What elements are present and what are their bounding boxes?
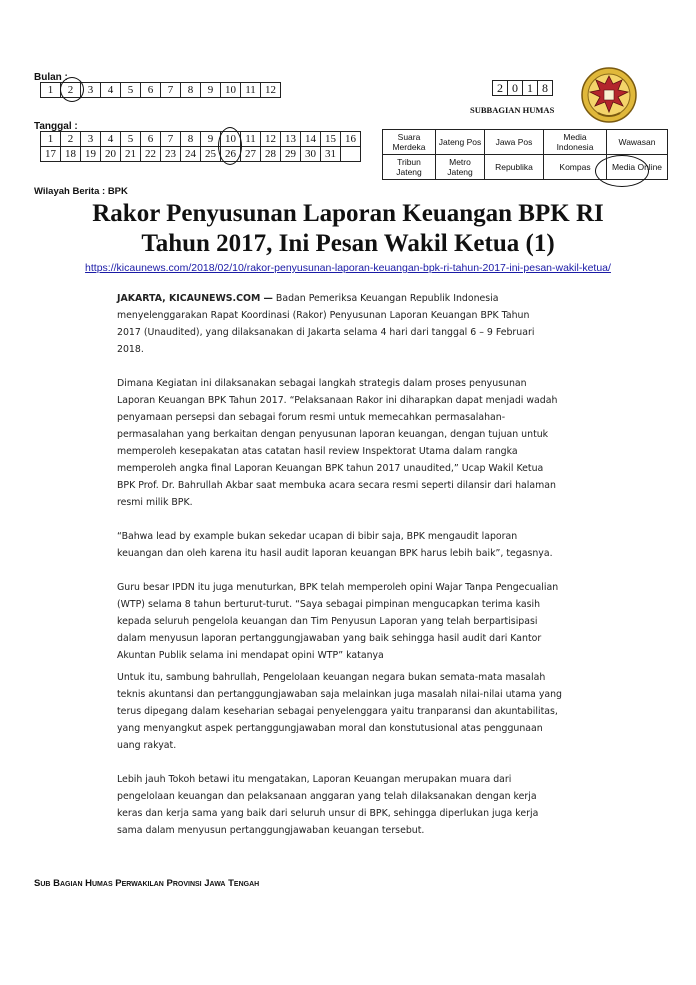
year-digit-cell: 1 [523,81,538,96]
text-line: BPK Prof. Dr. Bahrullah Akbar saat membuka acara secara resmi seperti dilansir dari halaman [117,480,556,491]
text-line: memperoleh kesepakatan atas catatan hasil review Inspektorat Utama dalam rangka [117,446,518,457]
text-line: dalam menyusun laporan pertanggungjawaban yang baik sehingga hasil audit dari Kantor [117,633,542,644]
article-title [0,199,696,259]
media-cell: Tribun Jateng [383,155,436,180]
tanggal-cell: 25 [201,147,221,162]
paragraph-5 [117,669,617,754]
year-digit-cell: 2 [493,81,508,96]
bulan-table [40,82,281,98]
footer-office: Sub Bagian Humas Perwakilan Provinsi Jawa Tengah [34,878,260,889]
bulan-cell: 2 [61,83,81,98]
text-line: Akuntan Publik selama ini mendapat opini WTP” katanya [117,650,384,661]
tanggal-cell: 31 [321,147,341,162]
dateline: JAKARTA, KICAUNEWS.COM — [117,293,273,304]
tanggal-cell: 26 [221,147,241,162]
paragraph-2 [117,375,617,511]
text-line: yang menyangkut aspek pertanggungjawaban moral dan konstutusional atas penggunaan [117,723,543,734]
bulan-cell: 6 [141,83,161,98]
tanggal-cell: 8 [181,132,201,147]
text-line: Untuk itu, sambung bahrullah, Pengelolaan keuangan negara bukan semata-mata masalah [117,672,546,683]
media-cell: Media Indonesia [544,130,607,155]
year-digit-cell: 0 [508,81,523,96]
bulan-cell: 7 [161,83,181,98]
text-line: keras dan kerja sama yang baik dari seluruh unsur di BPK, sehingga diperlukan juga kerja [117,808,539,819]
tanggal-cell: 17 [41,147,61,162]
text-line: memperoleh angka final Laporan Keuangan BPK tahun 2017 unaudited,” Ucap Wakil Ketua [117,463,544,474]
tanggal-cell: 7 [161,132,181,147]
text-line: resmi milik BPK. [117,497,193,508]
media-cell: Jawa Pos [485,130,544,155]
tanggal-cell: 6 [141,132,161,147]
text-line: teknis akuntansi dan pertanggungjawaban saja melainkan juga masalah nilai-nilai utama yang [117,689,563,700]
tanggal-cell: 15 [321,132,341,147]
tanggal-cell: 23 [161,147,181,162]
tanggal-cell [341,147,361,162]
text-line: terus dipegang dalam keseharian sebagai penyelenggara yaitu tranparansi dan akuntabilitas, [117,706,558,717]
tanggal-cell: 3 [81,132,101,147]
tanggal-cell: 12 [261,132,281,147]
bulan-label: Bulan : [34,72,68,83]
tanggal-cell: 9 [201,132,221,147]
text-line: 2017 (Unaudited), yang dilaksanakan di Jakarta selama 4 hari dari tanggal 6 – 9 Februari [117,327,535,338]
tanggal-cell: 10 [221,132,241,147]
paragraph-3 [117,528,617,562]
tanggal-cell: 24 [181,147,201,162]
tanggal-cell: 11 [241,132,261,147]
office-name: SUBBAGIAN HUMAS [470,105,555,115]
tanggal-cell: 5 [121,132,141,147]
title-line-1: Rakor Penyusunan Laporan Keuangan BPK RI [92,200,604,227]
wilayah-berita: Wilayah Berita : BPK [34,186,128,197]
text-line: pengelolaan keuangan dan pelaksanaan anggaran yang telah dilaksanakan dengan kerja [117,791,537,802]
tanggal-cell: 4 [101,132,121,147]
text-line: Lebih jauh Tokoh betawi itu mengatakan, Laporan Keuangan merupakan muara dari [117,774,512,785]
media-cell: Media Online [607,155,668,180]
text-line: keuangan dan oleh karena itu hasil audit laporan keuangan BPK harus lebih baik”, tegasnya. [117,548,553,559]
media-cell: Kompas [544,155,607,180]
text-line: penyamaan persepsi dan sebagai forum resmi untuk memecahkan permasalahan- [117,412,506,423]
media-cell: Metro Jateng [436,155,485,180]
tanggal-cell: 30 [301,147,321,162]
tanggal-cell: 2 [61,132,81,147]
text-line: 2018. [117,344,144,355]
tanggal-label: Tanggal : [34,121,78,132]
text-line: menyelenggarakan Rapat Koordinasi (Rakor) Penyusunan Laporan Keuangan BPK Tahun [117,310,530,321]
text-line: kepada seluruh pengelola keuangan dan Tim Penyusun Laporan yang telah berpartisipasi [117,616,538,627]
text-line: “Bahwa lead by example bukan sekedar ucapan di bibir saja, BPK mengaudit laporan [117,531,518,542]
year-digit-cell: 8 [538,81,553,96]
bulan-cell: 10 [221,83,241,98]
text-line: sama dalam menyusun pertanggungjawaban keuangan tersebut. [117,825,425,836]
tanggal-cell: 28 [261,147,281,162]
tanggal-cell: 13 [281,132,301,147]
tanggal-cell: 20 [101,147,121,162]
text-line: (WTP) selama 8 tahun berturut-turut. “Saya sebagai pimpinan mengucapkan terima kasih [117,599,541,610]
media-cell: Suara Merdeka [383,130,436,155]
bulan-cell: 4 [101,83,121,98]
tanggal-cell: 21 [121,147,141,162]
tanggal-cell: 16 [341,132,361,147]
tanggal-table [40,131,361,162]
tanggal-cell: 14 [301,132,321,147]
media-cell: Wawasan [607,130,668,155]
title-line-2: Tahun 2017, Ini Pesan Wakil Ketua (1) [141,230,555,257]
article-body [117,290,617,839]
text-line: Laporan Keuangan BPK Tahun 2017. “Pelaksanaan Rakor ini diharapkan dapat menjadi wadah [117,395,558,406]
media-cell: Republika [485,155,544,180]
text-line: Guru besar IPDN itu juga menuturkan, BPK telah memperoleh opini Wajar Tanpa Pengecualian [117,582,559,593]
text-line: Dimana Kegiatan ini dilaksanakan sebagai langkah strategis dalam proses penyusunan [117,378,527,389]
media-cell: Jateng Pos [436,130,485,155]
text-line: uang rakyat. [117,740,177,751]
tanggal-cell: 22 [141,147,161,162]
year-table [492,80,553,96]
article-url-link[interactable]: https://kicaunews.com/2018/02/10/rakor-penyusunan-laporan-keuangan-bpk-ri-tahun-2017-ini-pesan-wakil-ketua/ [85,262,611,274]
bulan-cell: 5 [121,83,141,98]
garuda-emblem-icon [578,66,640,124]
text-line: Badan Pemeriksa Keuangan Republik Indonesia [272,293,499,304]
paragraph-1 [117,290,617,358]
tanggal-cell: 1 [41,132,61,147]
tanggal-cell: 19 [81,147,101,162]
bulan-cell: 11 [241,83,261,98]
bulan-cell: 1 [41,83,61,98]
tanggal-cell: 27 [241,147,261,162]
bulan-cell: 12 [261,83,281,98]
media-table [382,129,668,180]
bulan-cell: 3 [81,83,101,98]
bulan-cell: 8 [181,83,201,98]
tanggal-cell: 29 [281,147,301,162]
text-line: permasalahan yang berkaitan dengan penyusunan laporan keuangan, dengan tujuan untuk [117,429,549,440]
paragraph-6 [117,771,617,839]
paragraph-4 [117,579,617,664]
tanggal-cell: 18 [61,147,81,162]
bulan-cell: 9 [201,83,221,98]
